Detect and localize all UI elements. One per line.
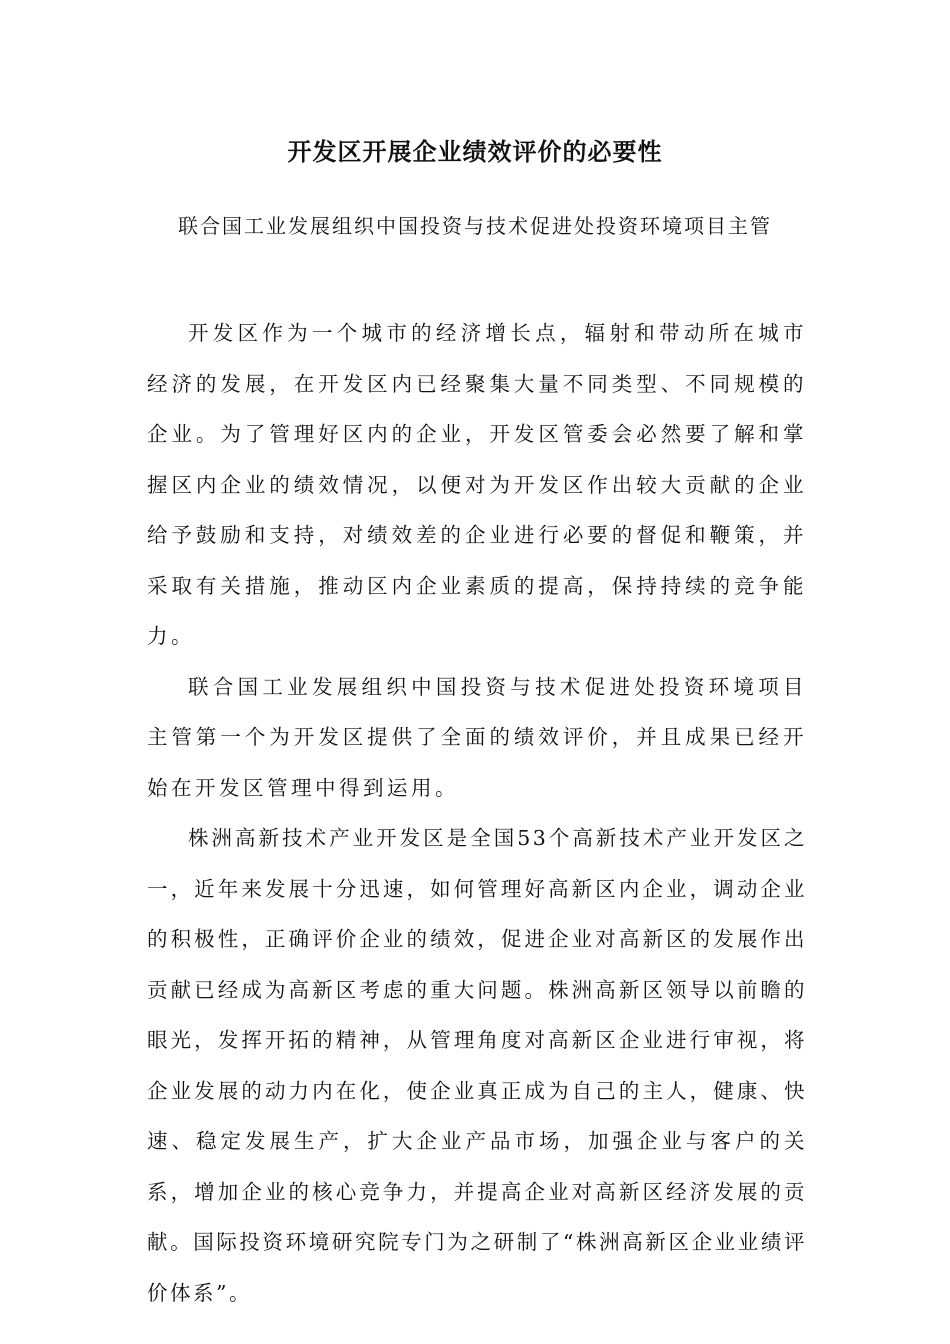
document-subtitle: 联合国工业发展组织中国投资与技术促进处投资环境项目主管 [178, 214, 772, 238]
document-body [147, 308, 807, 1318]
paragraph-2: 联合国工业发展组织中国投资与技术促进处投资环境项目主管第一个为开发区提供了全面的绩效评价，并且成果已经开始在开发区管理中得到运用。 [147, 674, 807, 800]
paragraph-1: 开发区作为一个城市的经济增长点，辐射和带动所在城市经济的发展，在开发区内已经聚集大量不同类型、不同规模的企业。为了管理好区内的企业，开发区管委会必然要了解和掌握区内企业的绩效情况，以便对为开发区作出较大贡献的企业给予鼓励和支持，对绩效差的企业进行必要的督促和鞭策，并采取有关措施，推动区内企业素质的提高，保持持续的竞争能力。 [147, 321, 807, 648]
paragraph-3: 株洲高新技术产业开发区是全国53个高新技术产业开发区之一，近年来发展十分迅速，如何管理好高新区内企业，调动企业的积极性，正确评价企业的绩效，促进企业对高新区的发展作出贡献已经成为高新区考虑的重大问题。株洲高新区领导以前瞻的眼光，发挥开拓的精神，从管理角度对高新区企业进行审视，将企业发展的动力内在化，使企业真正成为自己的主人，健康、快速、稳定发展生产，扩大企业产品市场，加强企业与客户的关系，增加企业的核心竞争力，并提高企业对高新区经济发展的贡献。国际投资环境研究院专门为之研制了“株洲高新区企业业绩评价体系”。 [147, 826, 807, 1305]
document-title: 开发区开展企业绩效评价的必要性 [287, 137, 663, 166]
